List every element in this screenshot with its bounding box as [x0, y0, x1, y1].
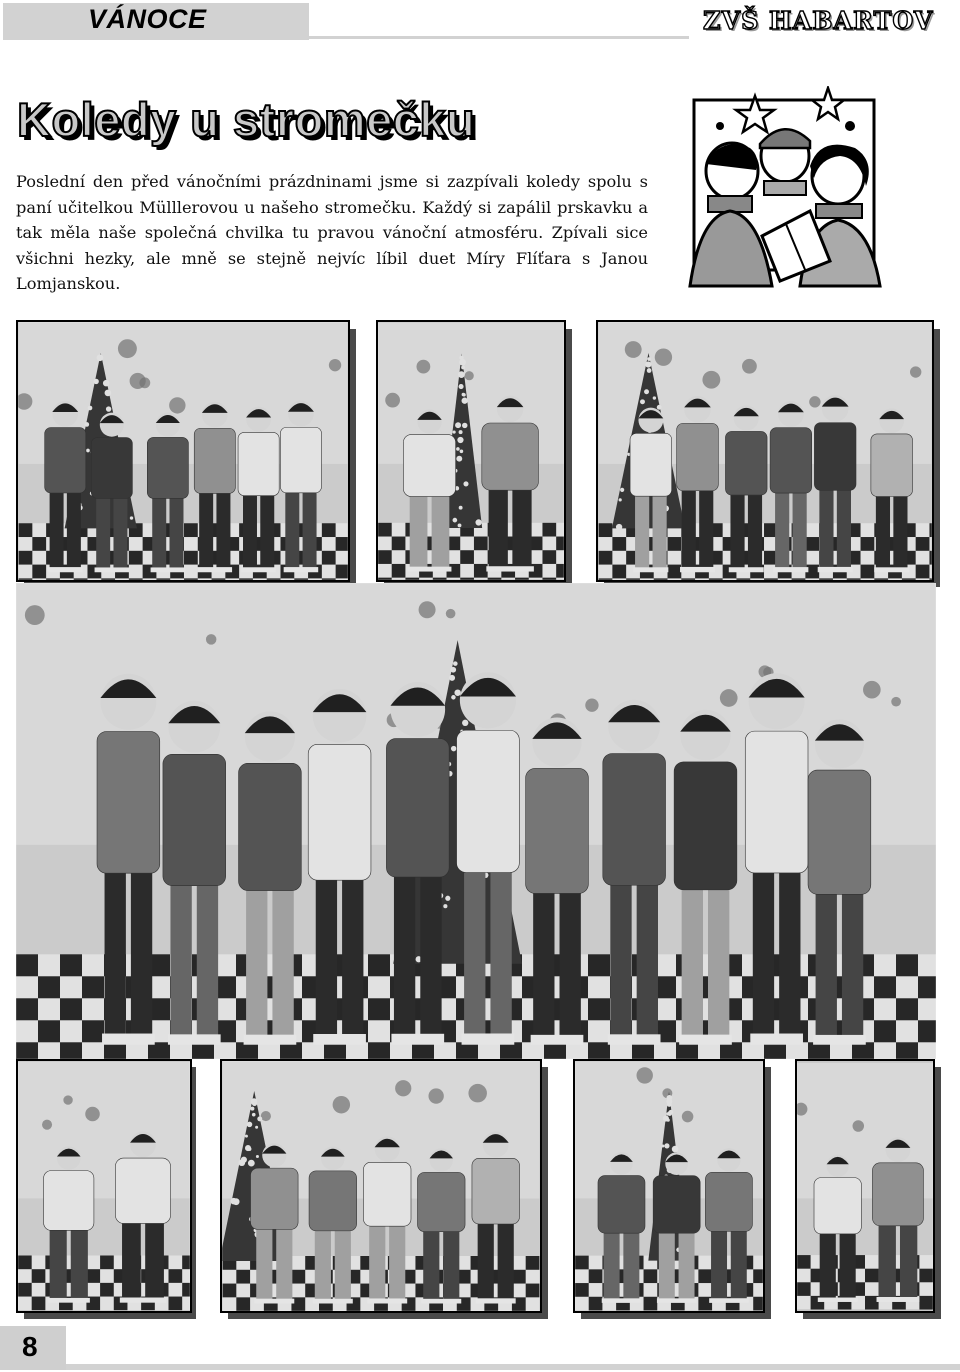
- header-rule: [309, 36, 689, 39]
- photo-1: [16, 320, 350, 582]
- photo-7: [573, 1059, 765, 1313]
- photo-4-large: [16, 583, 936, 1059]
- photo-2: [376, 320, 566, 582]
- photo-1-image: [18, 322, 348, 580]
- photo-7-image: [575, 1061, 763, 1311]
- photo-5-image: [18, 1061, 190, 1311]
- carol-singers-illustration: [680, 86, 890, 290]
- photo-3-image: [598, 322, 932, 580]
- brand-logo: ZVŠ HABARTOV: [703, 6, 934, 35]
- photo-5: [16, 1059, 192, 1313]
- photo-8: [795, 1059, 935, 1313]
- photo-2-image: [378, 322, 564, 580]
- photo-4-image: [16, 583, 936, 1059]
- page-number: 8: [22, 1331, 38, 1362]
- photo-8-image: [797, 1061, 933, 1311]
- article-body: Poslední den před vánočními prázdninami jsme si zazpívali koledy spolu s paní učitelkou Mülllerovou u našeho stromečku. Každý si zapálil prskavku a tak měla naše společná chvilka tu pravou vánoční atmosféru. Zpívali sice všichni hezky, ale mně se stejně nejvíc líbil duet Míry Flíťara s Janou Lomjanskou.: [16, 172, 648, 293]
- photo-6-image: [222, 1061, 540, 1311]
- photo-3: [596, 320, 934, 582]
- footer-rule: [66, 1364, 960, 1370]
- photo-6: [220, 1059, 542, 1313]
- article-title: Koledy u stromečku: [17, 93, 476, 146]
- section-label: VÁNOCE: [88, 4, 207, 34]
